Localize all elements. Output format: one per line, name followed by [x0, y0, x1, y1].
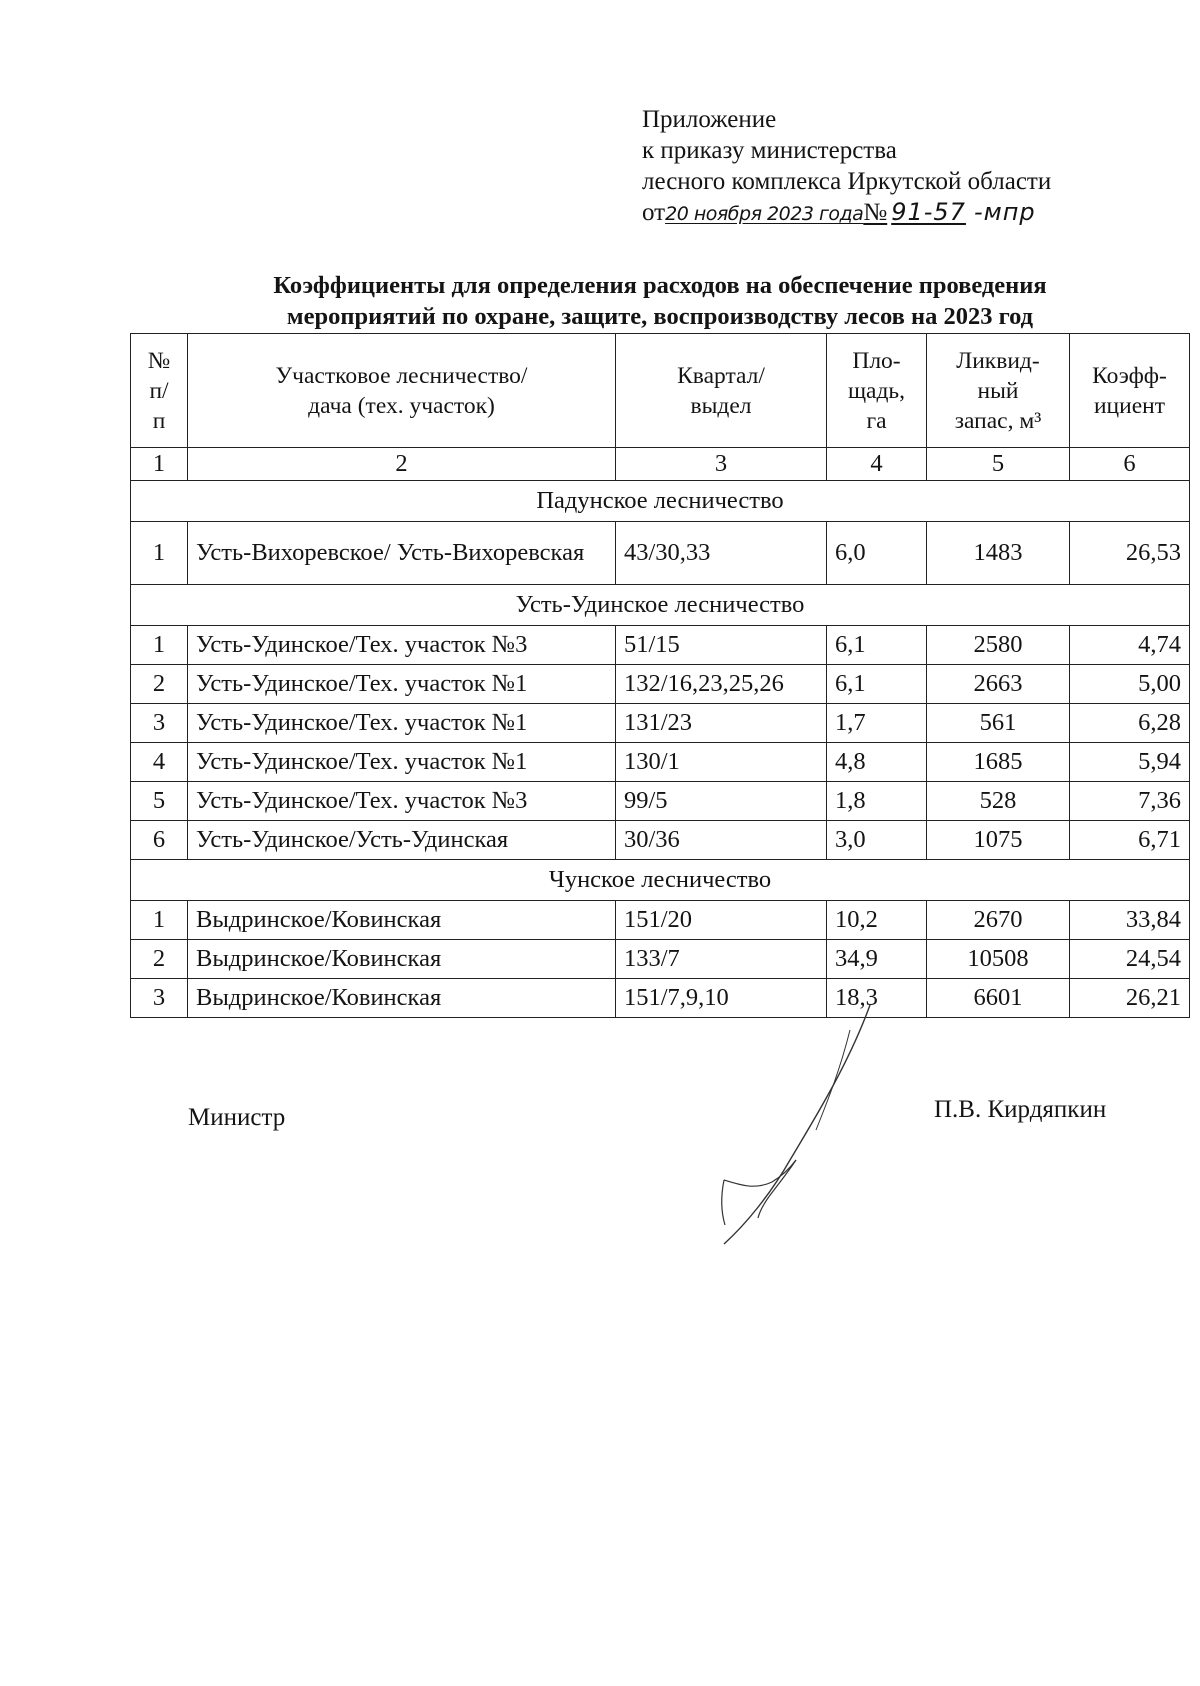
- cell-number: 1: [131, 901, 188, 940]
- cell-stock: 561: [927, 704, 1070, 743]
- cell-name: Выдринское/Ковинская: [188, 901, 616, 940]
- cell-name: Выдринское/Ковинская: [188, 979, 616, 1018]
- order-from-label: от: [642, 199, 666, 226]
- appendix-order-line: [642, 197, 1051, 230]
- title-line-2: мероприятий по охране, защите, воспроизводству лесов на 2023 год: [286, 303, 1034, 330]
- cell-coefficient: 6,71: [1070, 821, 1190, 860]
- table-header-row: [131, 334, 1190, 448]
- cell-area: 6,0: [827, 522, 927, 585]
- column-number: 4: [827, 448, 927, 481]
- cell-coefficient: 6,28: [1070, 704, 1190, 743]
- cell-name: Усть-Удинское/Тех. участок №3: [188, 626, 616, 665]
- section-row: [131, 860, 1190, 901]
- cell-name: Выдринское/Ковинская: [188, 940, 616, 979]
- header-text-line: дача (тех. участок): [308, 392, 495, 419]
- cell-coefficient: 24,54: [1070, 940, 1190, 979]
- cell-name: Усть-Удинское/Тех. участок №1: [188, 665, 616, 704]
- appendix-line-1: Приложение: [642, 106, 777, 133]
- section-title: Усть-Удинское лесничество: [131, 585, 1190, 626]
- title-line-1: Коэффициенты для определения расходов на обеспечение проведения: [273, 272, 1047, 299]
- cell-number: 1: [131, 626, 188, 665]
- header-name: [188, 334, 616, 448]
- cell-kvartal: 132/16,23,25,26: [616, 665, 827, 704]
- header-number: [131, 334, 188, 448]
- handwritten-signature-icon: [700, 1000, 920, 1250]
- header-text-line: Участковое лесничество/: [275, 362, 528, 389]
- cell-stock: 6601: [927, 979, 1070, 1018]
- cell-kvartal: 99/5: [616, 782, 827, 821]
- cell-number: 2: [131, 665, 188, 704]
- cell-name: Усть-Удинское/Усть-Удинская: [188, 821, 616, 860]
- cell-area: 34,9: [827, 940, 927, 979]
- cell-stock: 1685: [927, 743, 1070, 782]
- column-number-row: [131, 448, 1190, 481]
- section-row: [131, 481, 1190, 522]
- header-kvartal: [616, 334, 827, 448]
- column-number: 5: [927, 448, 1070, 481]
- cell-stock: 2670: [927, 901, 1070, 940]
- header-text-line: п: [152, 407, 166, 434]
- header-text-line: ный: [977, 377, 1019, 404]
- cell-name: Усть-Удинское/Тех. участок №1: [188, 743, 616, 782]
- cell-stock: 2663: [927, 665, 1070, 704]
- column-number: 6: [1070, 448, 1190, 481]
- cell-area: 1,7: [827, 704, 927, 743]
- table-row: [131, 743, 1190, 782]
- cell-area: 3,0: [827, 821, 927, 860]
- section-title: Чунское лесничество: [131, 860, 1190, 901]
- cell-coefficient: 33,84: [1070, 901, 1190, 940]
- cell-kvartal: 133/7: [616, 940, 827, 979]
- cell-coefficient: 26,53: [1070, 522, 1190, 585]
- table-row: [131, 704, 1190, 743]
- table-row: [131, 901, 1190, 940]
- header-stock: [927, 334, 1070, 448]
- cell-number: 6: [131, 821, 188, 860]
- table-row: [131, 979, 1190, 1018]
- header-text-line: выдел: [690, 392, 752, 419]
- header-text-line: га: [866, 407, 887, 434]
- cell-area: 6,1: [827, 665, 927, 704]
- cell-coefficient: 26,21: [1070, 979, 1190, 1018]
- table-row: [131, 782, 1190, 821]
- cell-coefficient: 5,00: [1070, 665, 1190, 704]
- order-date-handwritten: 20 ноября 2023 года: [665, 203, 864, 225]
- cell-area: 18,3: [827, 979, 927, 1018]
- cell-number: 3: [131, 979, 188, 1018]
- appendix-line-3: лесного комплекса Иркутской области: [642, 168, 1052, 195]
- document-title: [130, 270, 1190, 332]
- signatory-position: Министр: [188, 1104, 286, 1131]
- table-row: [131, 940, 1190, 979]
- column-number: 2: [188, 448, 616, 481]
- section-row: [131, 585, 1190, 626]
- cell-kvartal: 151/20: [616, 901, 827, 940]
- cell-kvartal: 130/1: [616, 743, 827, 782]
- header-text-line: Квартал/: [677, 362, 765, 389]
- cell-kvartal: 151/7,9,10: [616, 979, 827, 1018]
- cell-area: 1,8: [827, 782, 927, 821]
- cell-stock: 1483: [927, 522, 1070, 585]
- column-number: 1: [131, 448, 188, 481]
- header-text-line: Ликвид-: [956, 347, 1040, 374]
- table-body: [131, 481, 1190, 1018]
- cell-coefficient: 7,36: [1070, 782, 1190, 821]
- section-title: Падунское лесничество: [131, 481, 1190, 522]
- cell-name: Усть-Удинское/Тех. участок №1: [188, 704, 616, 743]
- cell-name: Усть-Вихоревское/ Усть-Вихоревская: [188, 522, 616, 585]
- cell-stock: 1075: [927, 821, 1070, 860]
- order-number-suffix-handwritten: -мпр: [973, 198, 1036, 226]
- cell-area: 4,8: [827, 743, 927, 782]
- header-text-line: п/: [149, 377, 169, 404]
- cell-kvartal: 30/36: [616, 821, 827, 860]
- header-coef: [1070, 334, 1190, 448]
- cell-stock: 528: [927, 782, 1070, 821]
- column-number: 3: [616, 448, 827, 481]
- header-text-line: запас, м³: [954, 407, 1042, 434]
- cell-coefficient: 5,94: [1070, 743, 1190, 782]
- appendix-line-2: к приказу министерства: [642, 137, 897, 164]
- cell-number: 4: [131, 743, 188, 782]
- header-text-line: №: [147, 347, 171, 374]
- cell-stock: 2580: [927, 626, 1070, 665]
- appendix-header: [642, 104, 1051, 230]
- cell-number: 3: [131, 704, 188, 743]
- cell-kvartal: 43/30,33: [616, 522, 827, 585]
- header-area: [827, 334, 927, 448]
- header-text-line: Пло-: [852, 347, 901, 374]
- cell-kvartal: 51/15: [616, 626, 827, 665]
- cell-number: 1: [131, 522, 188, 585]
- cell-number: 2: [131, 940, 188, 979]
- cell-stock: 10508: [927, 940, 1070, 979]
- header-text-line: щадь,: [847, 377, 906, 404]
- order-number-label: №: [863, 199, 888, 226]
- header-text-line: ициент: [1093, 392, 1165, 419]
- coefficients-table: [130, 333, 1190, 1018]
- table-row: [131, 522, 1190, 585]
- table-row: [131, 821, 1190, 860]
- header-text-line: Коэфф-: [1092, 362, 1167, 389]
- table-row: [131, 665, 1190, 704]
- cell-area: 6,1: [827, 626, 927, 665]
- cell-name: Усть-Удинское/Тех. участок №3: [188, 782, 616, 821]
- signatory-name: П.В. Кирдяпкин: [934, 1096, 1107, 1123]
- cell-coefficient: 4,74: [1070, 626, 1190, 665]
- table-row: [131, 626, 1190, 665]
- cell-area: 10,2: [827, 901, 927, 940]
- cell-kvartal: 131/23: [616, 704, 827, 743]
- order-number-handwritten: 91-57: [891, 198, 966, 226]
- cell-number: 5: [131, 782, 188, 821]
